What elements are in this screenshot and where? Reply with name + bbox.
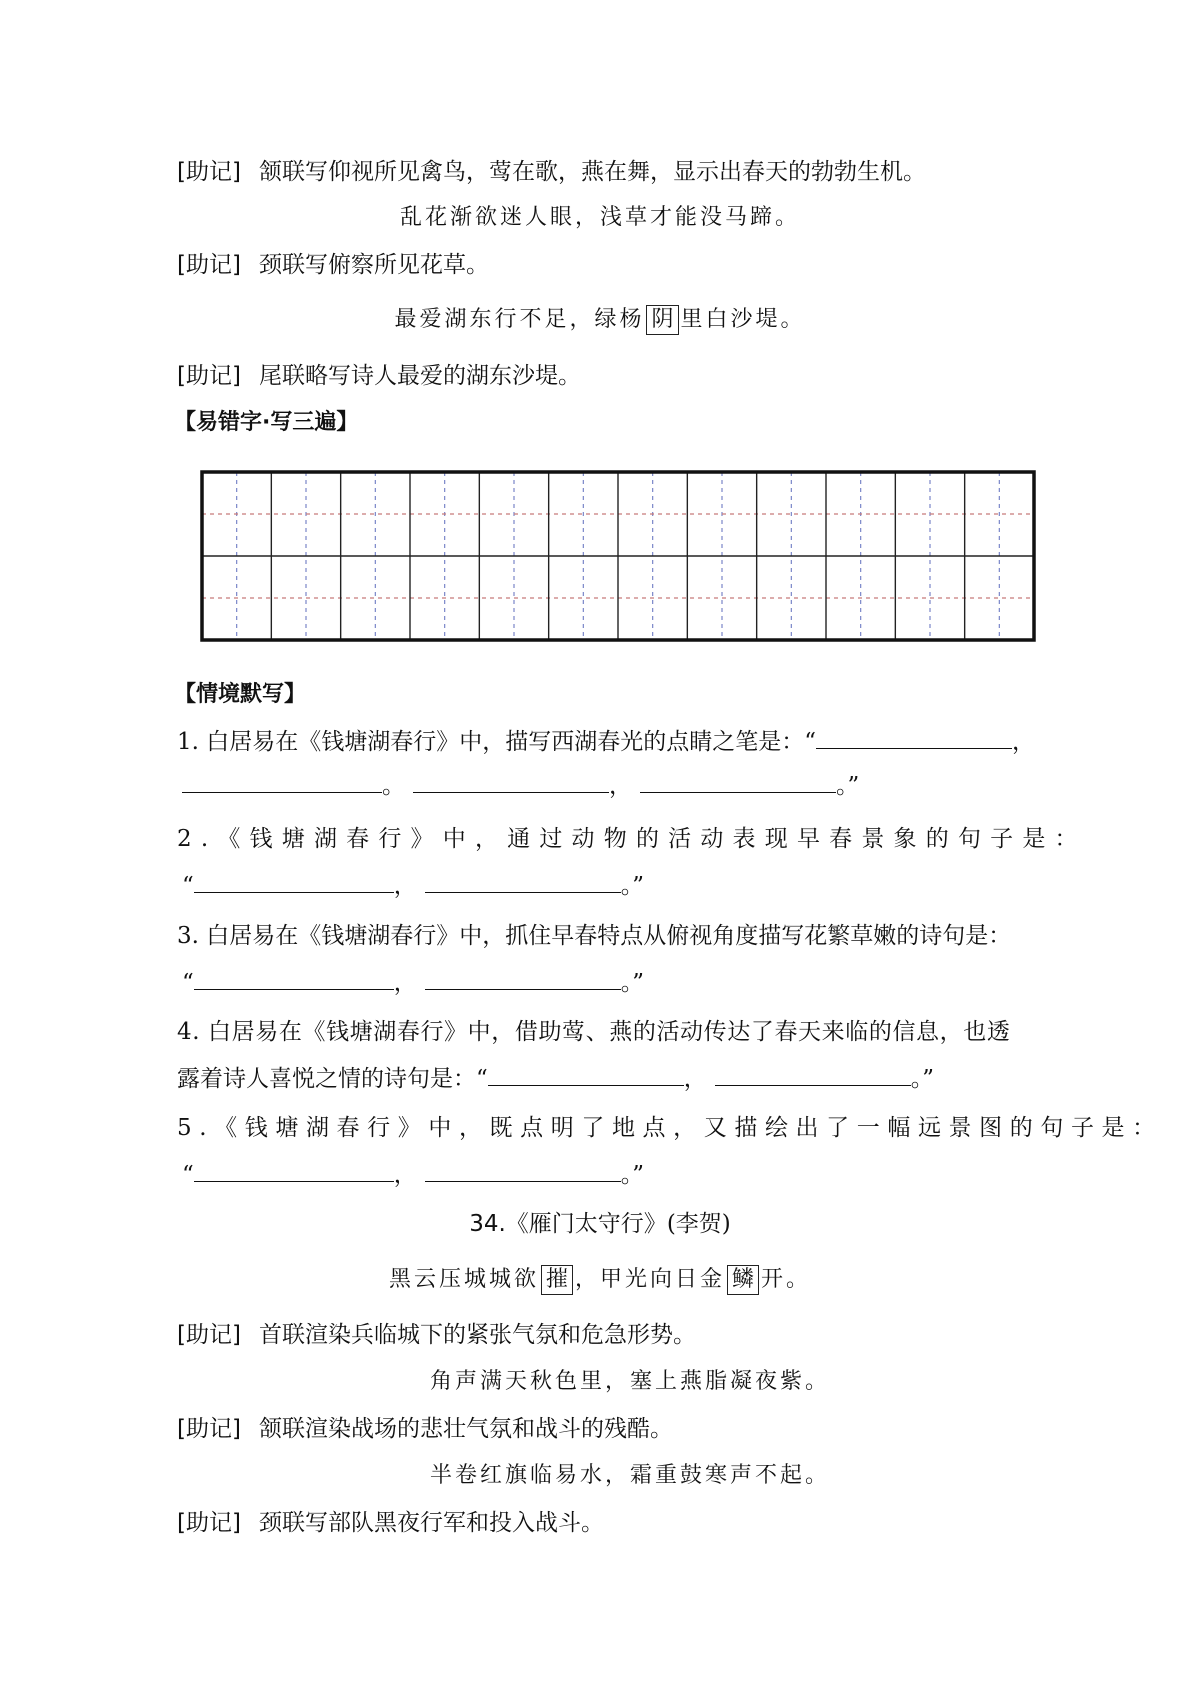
section-heading-dictation: 【情境默写】 (174, 682, 307, 707)
punct-open-quote: “ (182, 873, 194, 899)
poem-line-3 (0, 1264, 1200, 1296)
boxed-character: 阴 (646, 305, 678, 335)
note-text: 颈联写部队黑夜行军和投入战斗。 (258, 1510, 604, 1536)
question-2-answers (182, 870, 644, 902)
note-2 (177, 249, 489, 281)
question-3-answers (182, 967, 644, 999)
punct-comma: ， (1012, 729, 1036, 755)
answer-blank[interactable] (715, 1063, 911, 1086)
poem-line-4: 角声满天秋色里，塞上燕脂凝夜紫。 (429, 1369, 830, 1394)
note-text: 尾联略写诗人最爱的湖东沙堤。 (258, 363, 581, 389)
answer-blank[interactable] (488, 1063, 684, 1086)
punct-period: 。 (382, 773, 405, 799)
note-text: 首联渲染兵临城下的紧张气氛和危急形势。 (258, 1322, 696, 1348)
note-label: [助记] (177, 252, 241, 278)
question-2: 2.《钱塘湖春行》中，通过动物的活动表现早春景象的句子是： (177, 826, 1087, 852)
note-label: [助记] (177, 1416, 241, 1442)
punct-open-quote: “ (182, 1162, 194, 1188)
poem-text: 最爱湖东行不足，绿杨 (394, 307, 645, 332)
poem-title: 34.《雁门太守行》 (469, 1211, 667, 1237)
answer-blank[interactable] (194, 967, 394, 990)
answer-blank[interactable] (182, 770, 382, 793)
punct-close-quote: ” (632, 970, 645, 996)
note-text: 颔联渲染战场的悲壮气氛和战斗的残酷。 (258, 1416, 673, 1442)
punct-period: 。 (620, 970, 633, 996)
poem-author: (李贺) (666, 1211, 731, 1237)
punct-comma: ， (393, 873, 417, 899)
answer-blank[interactable] (194, 1159, 394, 1182)
question-text: 露着诗人喜悦之情的诗句是：“ (177, 1066, 488, 1092)
note-label: [助记] (177, 1322, 241, 1348)
note-5 (177, 1413, 673, 1445)
poem-line-1: 乱花渐欲迷人眼，浅草才能没马蹄。 (399, 205, 800, 230)
punct-comma: ， (393, 970, 417, 996)
answer-blank[interactable] (413, 770, 609, 793)
note-6 (177, 1507, 604, 1539)
answer-blank[interactable] (194, 870, 394, 893)
poem-text: 开。 (761, 1267, 812, 1292)
punct-close-quote: ” (632, 1162, 645, 1188)
question-5-answers (182, 1159, 644, 1191)
question-4-continued (177, 1063, 934, 1095)
writing-grid[interactable] (200, 470, 1036, 642)
poem-text: 里白沙堤。 (680, 307, 806, 332)
question-1 (177, 726, 1035, 758)
poem-line-2 (0, 304, 1200, 336)
punct-period: 。 (620, 873, 633, 899)
answer-blank[interactable] (640, 770, 836, 793)
poem-line-5: 半卷红旗临易水，霜重鼓寒声不起。 (429, 1463, 830, 1488)
boxed-character: 摧 (541, 1265, 573, 1295)
punct-close-quote: ” (922, 1066, 935, 1092)
note-4 (177, 1319, 696, 1351)
punct-period: 。 (910, 1066, 923, 1092)
note-label: [助记] (177, 159, 241, 185)
question-5: 5.《钱塘湖春行》中，既点明了地点，又描绘出了一幅远景图的句子是： (177, 1115, 1163, 1141)
boxed-character: 鳞 (727, 1265, 759, 1295)
punct-open-quote: “ (182, 970, 194, 996)
note-1 (177, 156, 926, 188)
answer-blank[interactable] (425, 967, 621, 990)
punct-close-quote: ” (847, 773, 860, 799)
note-text: 颈联写俯察所见花草。 (258, 252, 489, 278)
note-text: 颔联写仰视所见禽鸟，莺在歌，燕在舞，显示出春天的勃勃生机。 (258, 159, 926, 185)
punct-period: 。 (836, 773, 848, 799)
poem-text: ，甲光向日金 (574, 1267, 725, 1292)
question-text: 1. 白居易在《钱塘湖春行》中，描写西湖春光的点睛之笔是：“ (177, 729, 817, 755)
answer-blank[interactable] (425, 870, 621, 893)
punct-comma: ， (683, 1066, 707, 1092)
section-heading-typo: 【易错字·写三遍】 (174, 410, 359, 435)
note-3 (177, 360, 581, 392)
question-1-continued (182, 770, 859, 802)
question-3: 3. 白居易在《钱塘湖春行》中，抓住早春特点从俯视角度描写花繁草嫩的诗句是： (177, 923, 1012, 949)
question-4: 4. 白居易在《钱塘湖春行》中，借助莺、燕的活动传达了春天来临的信息，也透 (177, 1019, 1011, 1045)
punct-comma: ， (609, 773, 632, 799)
punct-period: 。 (620, 1162, 633, 1188)
poem-text: 黑云压城城欲 (388, 1267, 539, 1292)
answer-blank[interactable] (425, 1159, 621, 1182)
punct-comma: ， (393, 1162, 417, 1188)
note-label: [助记] (177, 363, 241, 389)
poem-34-title (0, 1208, 1200, 1240)
note-label: [助记] (177, 1510, 241, 1536)
answer-blank[interactable] (816, 726, 1012, 749)
punct-close-quote: ” (632, 873, 645, 899)
